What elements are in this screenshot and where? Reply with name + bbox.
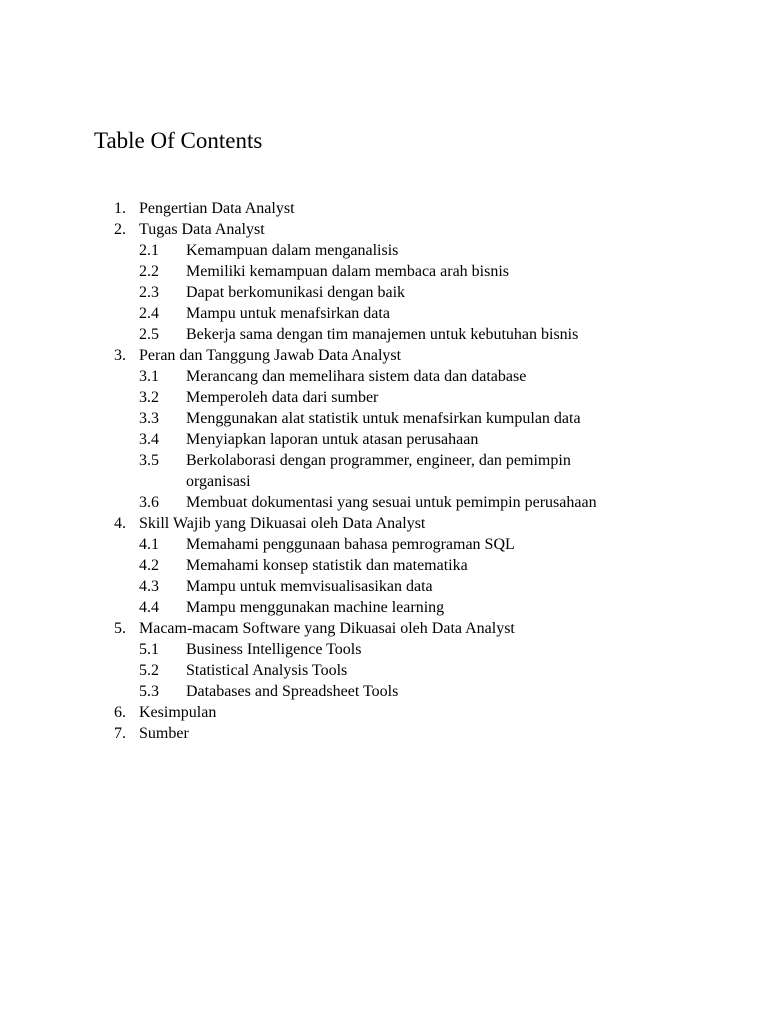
toc-subsection-item (0, 429, 768, 450)
toc-item-number: 3.2 (139, 389, 159, 406)
toc-item-label: Mampu untuk menafsirkan data (186, 305, 390, 322)
toc-section-item (0, 618, 768, 639)
toc-section-item (0, 702, 768, 723)
toc-subsection-item (0, 450, 768, 471)
toc-item-label: Bekerja sama dengan tim manajemen untuk kebutuhan bisnis (186, 326, 579, 343)
toc-item-label: Memahami penggunaan bahasa pemrograman SQL (186, 536, 515, 553)
toc-item-number: 4. (114, 515, 126, 532)
toc-item-number: 2.4 (139, 305, 159, 322)
toc-item-continuation (0, 471, 768, 492)
toc-item-label: Berkolaborasi dengan programmer, engineer, dan pemimpin (186, 452, 571, 469)
toc-item-number: 3.5 (139, 452, 159, 469)
page-title: Table Of Contents (94, 128, 263, 153)
toc-subsection-item (0, 282, 768, 303)
toc-subsection-item (0, 639, 768, 660)
toc-item-label: Memahami konsep statistik dan matematika (186, 557, 468, 574)
toc-section-item (0, 723, 768, 744)
toc-subsection-item (0, 681, 768, 702)
toc-item-number: 7. (114, 725, 126, 742)
toc-item-label: Tugas Data Analyst (139, 221, 265, 238)
toc-item-label: Dapat berkomunikasi dengan baik (186, 284, 406, 301)
toc-item-label: Mampu untuk memvisualisasikan data (186, 578, 433, 595)
toc-section-item (0, 219, 768, 240)
toc-item-label: Merancang dan memelihara sistem data dan database (186, 368, 527, 385)
toc-item-label: Pengertian Data Analyst (139, 200, 295, 217)
toc-item-number: 3. (114, 347, 126, 364)
toc-section-item (0, 198, 768, 219)
table-of-contents-list (0, 198, 768, 744)
toc-item-label: Peran dan Tanggung Jawab Data Analyst (139, 347, 402, 364)
toc-subsection-item (0, 387, 768, 408)
toc-item-label: Menggunakan alat statistik untuk menafsirkan kumpulan data (186, 410, 581, 427)
toc-item-number: 4.1 (139, 536, 159, 553)
toc-subsection-item (0, 597, 768, 618)
toc-item-number: 3.3 (139, 410, 159, 427)
toc-item-label: Kemampuan dalam menganalisis (186, 242, 399, 259)
toc-item-number: 4.2 (139, 557, 159, 574)
toc-item-label: Kesimpulan (139, 704, 217, 721)
toc-section-item (0, 345, 768, 366)
toc-item-label: Memiliki kemampuan dalam membaca arah bisnis (186, 263, 510, 280)
toc-subsection-item (0, 240, 768, 261)
toc-subsection-item (0, 303, 768, 324)
toc-subsection-item (0, 408, 768, 429)
toc-item-number: 5. (114, 620, 126, 637)
toc-item-number: 3.1 (139, 368, 159, 385)
toc-item-label: Menyiapkan laporan untuk atasan perusahaan (186, 431, 479, 448)
toc-item-number: 4.3 (139, 578, 159, 595)
toc-subsection-item (0, 261, 768, 282)
toc-section-item (0, 513, 768, 534)
toc-subsection-item (0, 492, 768, 513)
toc-subsection-item (0, 576, 768, 597)
toc-item-label: Memperoleh data dari sumber (186, 389, 379, 406)
toc-item-number: 5.2 (139, 662, 159, 679)
toc-subsection-item (0, 555, 768, 576)
toc-item-label: Business Intelligence Tools (186, 641, 362, 658)
toc-item-number: 3.4 (139, 431, 159, 448)
toc-item-number: 3.6 (139, 494, 159, 511)
toc-item-number: 2.2 (139, 263, 159, 280)
toc-subsection-item (0, 324, 768, 345)
toc-subsection-item (0, 366, 768, 387)
toc-item-number: 2.5 (139, 326, 159, 343)
toc-item-number: 6. (114, 704, 126, 721)
toc-item-number: 2. (114, 221, 126, 238)
toc-item-number: 4.4 (139, 599, 159, 616)
toc-item-number: 5.3 (139, 683, 159, 700)
toc-item-label: Mampu menggunakan machine learning (186, 599, 445, 616)
toc-item-label: Membuat dokumentasi yang sesuai untuk pemimpin perusahaan (186, 494, 597, 511)
toc-subsection-item (0, 660, 768, 681)
toc-item-label: Macam-macam Software yang Dikuasai oleh Data Analyst (139, 620, 515, 637)
toc-item-label: Skill Wajib yang Dikuasai oleh Data Analyst (139, 515, 426, 532)
toc-item-number: 5.1 (139, 641, 159, 658)
toc-item-label: Statistical Analysis Tools (186, 662, 348, 679)
toc-item-label: Databases and Spreadsheet Tools (186, 683, 399, 700)
toc-item-label: organisasi (186, 473, 251, 490)
toc-subsection-item (0, 534, 768, 555)
toc-item-number: 2.1 (139, 242, 159, 259)
toc-item-number: 2.3 (139, 284, 159, 301)
toc-item-label: Sumber (139, 725, 189, 742)
toc-item-number: 1. (114, 200, 126, 217)
